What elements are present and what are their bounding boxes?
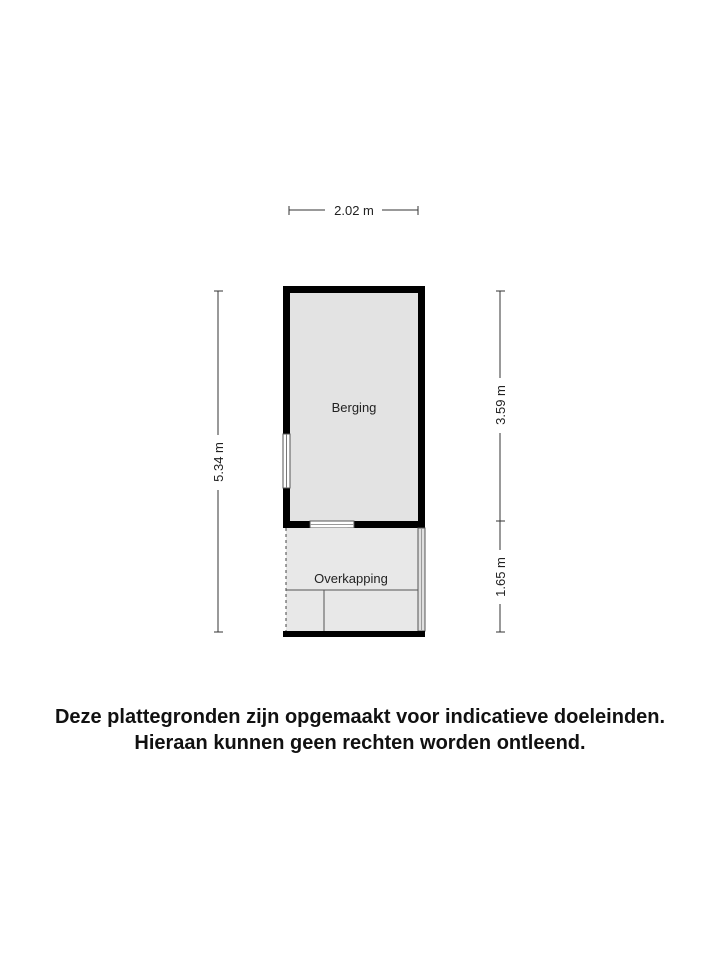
dimension-label-width: 2.02 m (334, 203, 374, 218)
room-label-berging: Berging (331, 400, 377, 415)
dimension-label-berging-length: 3.59 m (493, 385, 508, 425)
dimension-right-upper (493, 291, 508, 521)
room-label-overkapping: Overkapping (314, 571, 388, 586)
disclaimer-line-1: Deze plattegronden zijn opgemaakt voor indicatieve doeleinden. (54, 706, 666, 728)
berging-window (283, 434, 290, 488)
disclaimer-line-2: Hieraan kunnen geen rechten worden ontleend. (134, 732, 586, 754)
dimension-label-overkapping-length: 1.65 m (493, 557, 508, 597)
dimension-label-total-height: 5.34 m (211, 442, 226, 482)
dimension-top-width (289, 203, 418, 218)
dimension-right-lower (493, 521, 508, 632)
dimension-left-height (211, 291, 226, 632)
disclaimer-text (0, 704, 720, 756)
